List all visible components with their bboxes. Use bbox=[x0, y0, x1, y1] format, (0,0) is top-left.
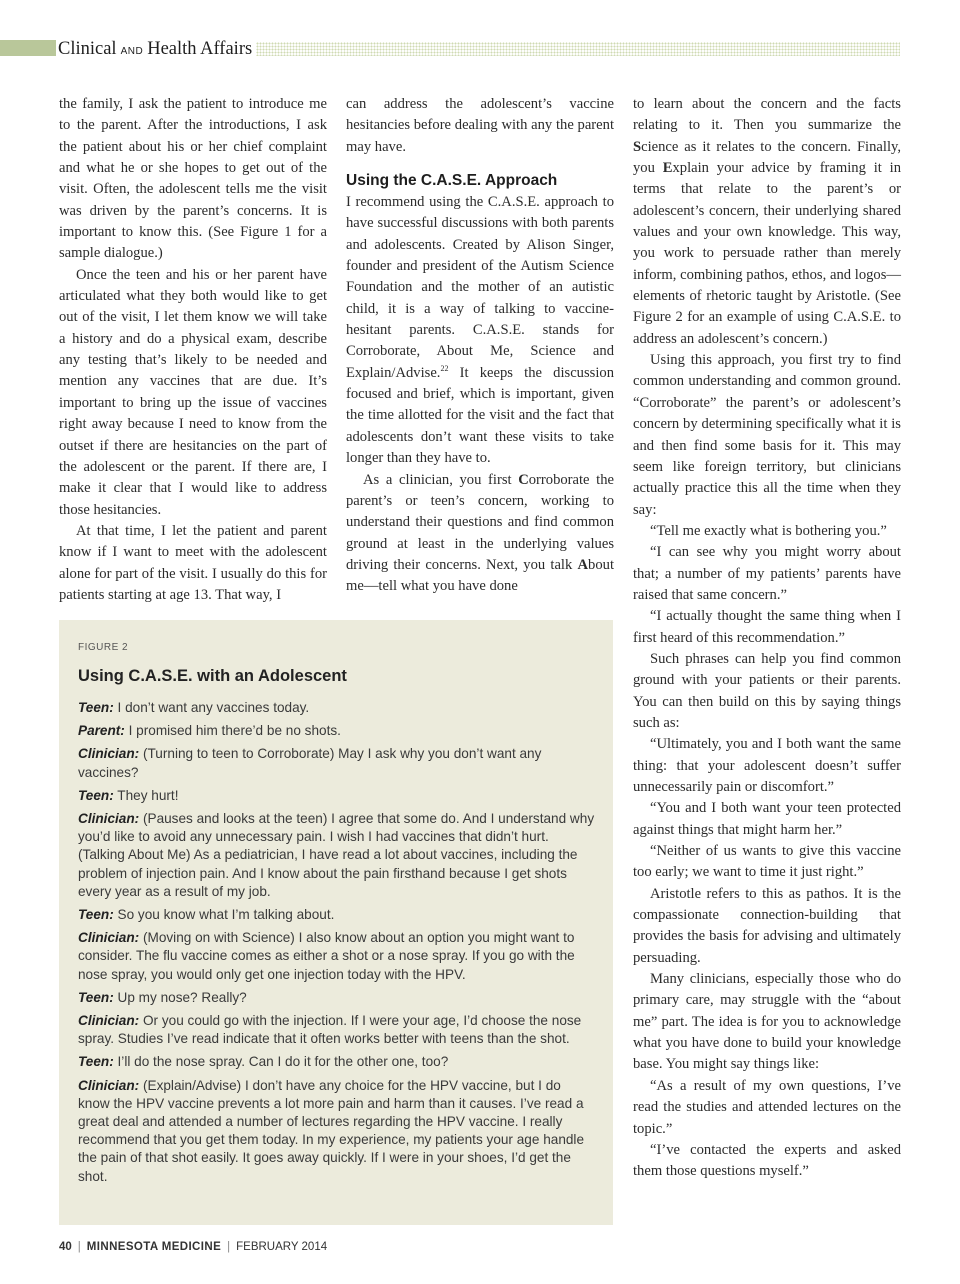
acronym-letter: C bbox=[518, 471, 529, 488]
dialogue-line bbox=[78, 1012, 595, 1048]
publication-name: MINNESOTA MEDICINE bbox=[86, 1241, 222, 1253]
text-run: cience as it relates to the concern. Finally, you bbox=[633, 138, 901, 177]
col3-paragraph: Many clinicians, especially those who do primary care, may struggle with the “about me” part. The idea is for you to acknowledge what you have done to build your knowledge base. You might say things like: bbox=[633, 971, 901, 1073]
dialogue-speaker: Clinician: bbox=[78, 811, 140, 827]
col2-paragraph bbox=[346, 470, 614, 598]
dialogue-speaker: Teen: bbox=[78, 787, 114, 803]
header-accent-bar bbox=[0, 40, 56, 56]
column-3 bbox=[633, 94, 901, 1183]
col1-paragraph: Once the teen and his or her parent have articulated what they both would like to get out of the visit, I let them know we will take a history and do a physical exam, describe any testing that’s likely to be needed and mention any vaccines that are due. It’s important to bring up the issue of vaccines right away because I need to know from the outset if there are hesitancies on the part of the adolescent or the parent. If there are, I make it clear that I would like to address those hesitancies. bbox=[59, 266, 327, 518]
dialogue-text: (Turning to teen to Corroborate) May I ask why you don’t want any vaccines? bbox=[78, 746, 542, 780]
col3-paragraph bbox=[633, 94, 901, 350]
dialogue-speaker: Clinician: bbox=[78, 746, 140, 762]
quote: “Ultimately, you and I both want the same thing: that your adolescent doesn’t suffer unnecessarily pain or discomfort.” bbox=[633, 736, 901, 795]
dialogue-text: I’ll do the nose spray. Can I do it for the other one, too? bbox=[117, 1054, 449, 1070]
text-run: bout me—tell what you have done bbox=[346, 556, 614, 595]
dialogue-line bbox=[78, 722, 595, 740]
column-1 bbox=[59, 94, 327, 606]
text-run: It keeps the discussion focused and brief, which is important, given the time allotted for the visit and the fact that adolescents don’t want these visits to take longer than they have to. bbox=[346, 364, 614, 467]
dialogue-text: (Explain/Advise) I don’t have any choice for the HPV vaccine, but I do know the HPV vaccine prevents a lot more pain and harm than it causes. I’ve read a great deal and attended a number of lectures regarding the HPV vaccine. I really recommend that you get them today. In my experience, my patients your age handle the pain of that shot easily. It goes away quickly. If I were in your shoes, I’d get the shot. bbox=[78, 1077, 585, 1184]
footer-separator: | bbox=[227, 1241, 231, 1253]
dialogue-text: I promised him there’d be no shots. bbox=[128, 723, 341, 739]
col1-paragraph: the family, I ask the patient to introduce me to the parent. After the introductions, I ask the patient about his or her chief complaint and what he or she hopes to get out of the visit. Often, the adolescent tells me the visit was driven by the parent’s concerns. It is important to know this. (See Figure 1 for a sample dialogue.) bbox=[59, 96, 327, 262]
acronym-letter: S bbox=[633, 138, 642, 155]
quote: “I can see why you might worry about that; a number of my patients’ parents have raised that same concern.” bbox=[633, 544, 901, 603]
dialogue-text: They hurt! bbox=[117, 787, 179, 803]
figure-label: FIGURE 2 bbox=[78, 642, 129, 653]
dialogue-line bbox=[78, 1077, 595, 1186]
dialogue-text: Or you could go with the injection. If I were your age, I’d choose the nose spray. Studies I’ve read indicate that it often works better with teens than the shot. bbox=[78, 1013, 582, 1047]
dialogue-speaker: Clinician: bbox=[78, 1077, 140, 1093]
quote: “Neither of us wants to give this vaccine too early; we want to time it just right.” bbox=[633, 843, 901, 881]
dialogue-speaker: Parent: bbox=[78, 723, 125, 739]
quote: “As a result of my own questions, I’ve read the studies and attended lectures on the topic.” bbox=[633, 1077, 901, 1137]
col1-paragraph: At that time, I let the patient and parent know if I want to meet with the adolescent alone for part of the visit. I usually do this for patients starting at age 13. That way, I bbox=[59, 522, 327, 603]
column-2 bbox=[346, 94, 614, 598]
dialogue-list bbox=[78, 699, 595, 1186]
text-run: I recommend using the C.A.S.E. approach to have successful discussions with both parents and adolescents. Created by Alison Singer, founder and president of the Autism Science Foundation and the mother of an autistic child, it is a way of talking to vaccine-hesitant parents. C.A.S.E. stands for Corroborate, About Me, Science and Explain/Advise. bbox=[346, 194, 614, 381]
dialogue-line bbox=[78, 745, 595, 781]
section-title-part2: Health Affairs bbox=[147, 39, 253, 59]
text-run: to learn about the concern and the facts relating to it. Then you summarize the bbox=[633, 96, 901, 134]
figure-2-box bbox=[59, 620, 613, 1225]
dialogue-line bbox=[78, 787, 595, 805]
dialogue-speaker: Teen: bbox=[78, 989, 114, 1005]
text-run: xplain your advice by framing it in terms that relate to the parent’s or adolescent’s concern, their underlying shared values and your own knowledge. This way, you work to persuade rather than merely inform, combining pathos, ethos, and logos—elements of rhetoric taught by Aristotle. (See Figure 2 for an example of using C.A.S.E. to address an adolescent’s concern.) bbox=[633, 160, 902, 347]
header-dot-pattern bbox=[256, 42, 900, 56]
dialogue-line bbox=[78, 810, 595, 901]
text-run: As a clinician, you first bbox=[363, 471, 519, 488]
dialogue-text: So you know what I’m talking about. bbox=[117, 907, 335, 923]
dialogue-line bbox=[78, 1053, 595, 1071]
figure-title: Using C.A.S.E. with an Adolescent bbox=[78, 667, 347, 685]
page-footer bbox=[59, 1241, 327, 1253]
section-title-and: AND bbox=[120, 46, 144, 57]
col3-paragraph: Using this approach, you first try to find common understanding and common ground. “Corroborate” the parent’s or adolescent’s concern by determining specifically what it is and then find some basis for it. This may seem like foreign territory, but clinicians actually practice this all the time when they say: bbox=[633, 352, 901, 518]
dialogue-speaker: Teen: bbox=[78, 907, 114, 923]
col2-paragraph bbox=[346, 192, 614, 469]
col2-paragraph: can address the adolescent’s vaccine hesitancies before dealing with any the parent may have. bbox=[346, 96, 614, 155]
dialogue-line bbox=[78, 699, 595, 717]
dialogue-speaker: Teen: bbox=[78, 1054, 114, 1070]
dialogue-speaker: Clinician: bbox=[78, 930, 140, 946]
issue-date: FEBRUARY 2014 bbox=[236, 1241, 328, 1253]
dialogue-line bbox=[78, 906, 595, 924]
quote: “You and I both want your teen protected against things that might harm her.” bbox=[633, 800, 901, 838]
dialogue-text: I don’t want any vaccines today. bbox=[117, 700, 310, 715]
dialogue-text: (Pauses and looks at the teen) I agree that some do. And I understand why you’d like to avoid any unnecessary pain. I wish I had vaccines that didn’t hurt. (Talking About Me) As a pediatrician, I have read a lot about vaccines, including the problem of injection pain. And I know about the pain firsthand because I get shots every year as a result of my job. bbox=[78, 811, 595, 899]
acronym-letter: E bbox=[662, 160, 673, 177]
acronym-letter: A bbox=[577, 556, 589, 573]
page-number: 40 bbox=[59, 1241, 72, 1253]
section-heading: Using the C.A.S.E. Approach bbox=[346, 172, 558, 190]
quote: “I actually thought the same thing when I first heard of this recommendation.” bbox=[633, 608, 901, 646]
col3-paragraph: Such phrases can help you find common ground with your patients or their parents. You can then build on this by saying things such as: bbox=[633, 650, 901, 731]
quote: “I’ve contacted the experts and asked them those questions myself.” bbox=[633, 1141, 901, 1180]
quote: “Tell me exactly what is bothering you.” bbox=[650, 522, 887, 539]
dialogue-speaker: Clinician: bbox=[78, 1013, 140, 1029]
dialogue-line bbox=[78, 989, 595, 1007]
text-run: orroborate the parent’s or teen’s concern, working to understand their questions and find common ground at least in the underlying values driving their concerns. Next, you talk bbox=[346, 471, 614, 573]
dialogue-line bbox=[78, 929, 595, 984]
dialogue-speaker: Teen: bbox=[78, 700, 114, 715]
col3-paragraph: Aristotle refers to this as pathos. It is the compassionate connection-building that provides the basis for advising and ultimately persuading. bbox=[633, 885, 901, 966]
footer-separator: | bbox=[77, 1241, 81, 1253]
section-title bbox=[58, 38, 252, 63]
section-title-part1: Clinical bbox=[58, 39, 117, 59]
reference-number: 22 bbox=[440, 363, 449, 373]
dialogue-text: Up my nose? Really? bbox=[117, 989, 247, 1005]
dialogue-text: (Moving on with Science) I also know about an option you might want to consider. The flu vaccine comes as either a shot or a nose spray. If you go with the nose spray, you would only get one injection today with the HPV. bbox=[78, 930, 575, 982]
